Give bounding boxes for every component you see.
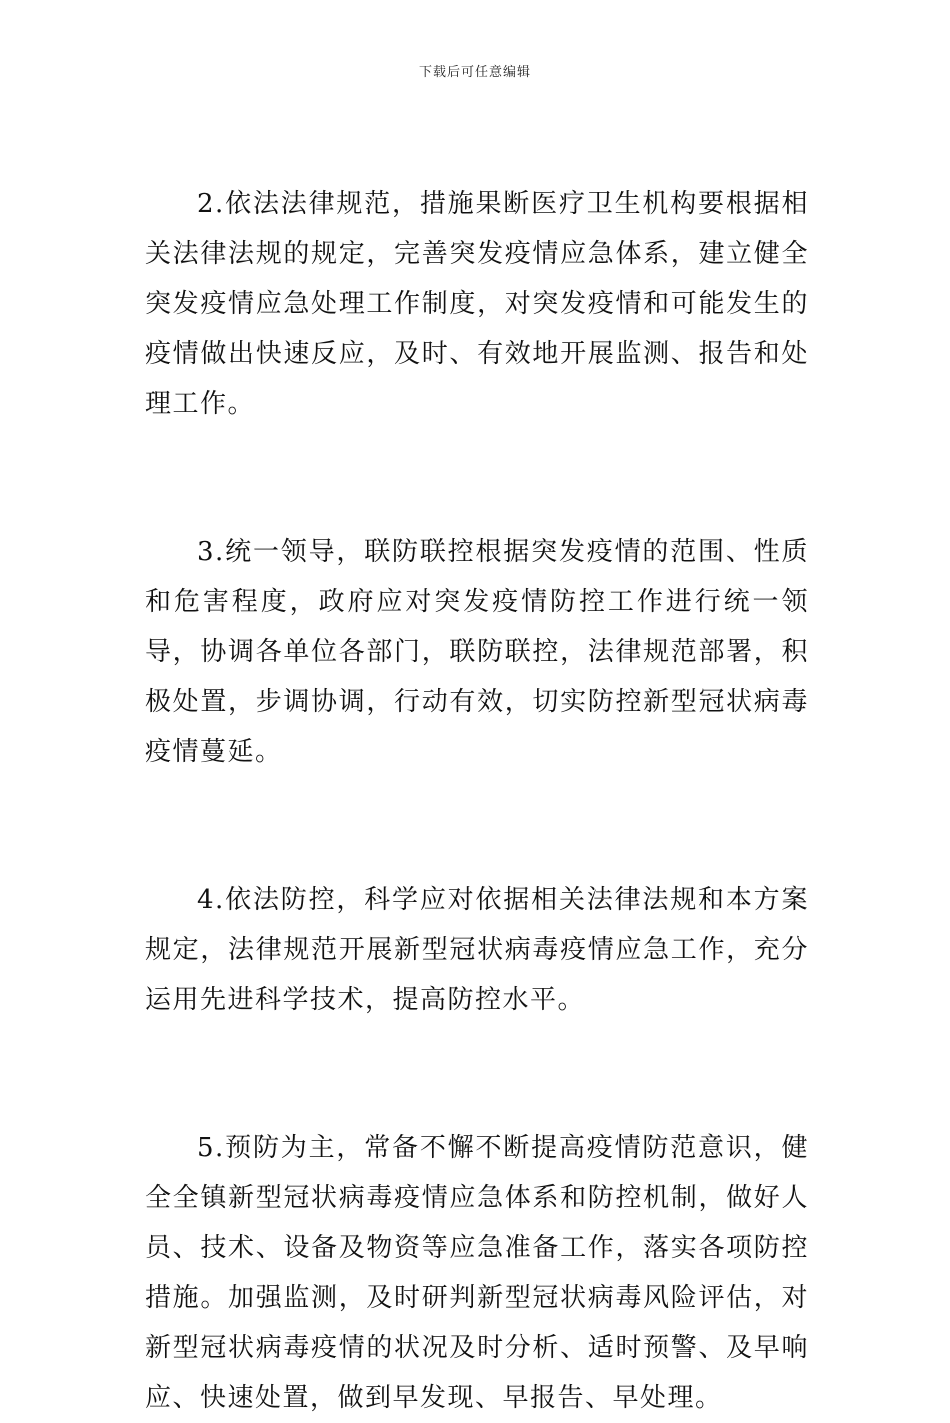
page-header: 下载后可任意编辑 [418, 65, 531, 80]
document-body [145, 179, 809, 1423]
paragraph-principle-4: 4.依法防控，科学应对依据相关法律法规和本方案规定，法律规范开展新型冠状病毒疫情应急工作，充分运用先进科学技术，提高防控水平。 [145, 885, 809, 1015]
paragraph-principle-3: 3.统一领导，联防联控根据突发疫情的范围、性质和危害程度，政府应对突发疫情防控工作进行统一领导，协调各单位各部门，联防联控，法律规范部署，积极处置，步调协调，行动有效，切实防控新型冠状病毒疫情蔓延。 [145, 537, 809, 767]
paragraph-principle-2: 2.依法法律规范，措施果断医疗卫生机构要根据相关法律法规的规定，完善突发疫情应急体系，建立健全突发疫情应急处理工作制度，对突发疫情和可能发生的疫情做出快速反应，及时、有效地开展监测、报告和处理工作。 [145, 189, 809, 419]
paragraph-principle-5: 5.预防为主，常备不懈不断提高疫情防范意识，健全全镇新型冠状病毒疫情应急体系和防控机制，做好人员、技术、设备及物资等应急准备工作，落实各项防控措施。加强监测，及时研判新型冠状病毒风险评估，对新型冠状病毒疫情的状况及时分析、适时预警、及早响应、快速处置，做到早发现、早报告、早处理。 [145, 1133, 809, 1413]
